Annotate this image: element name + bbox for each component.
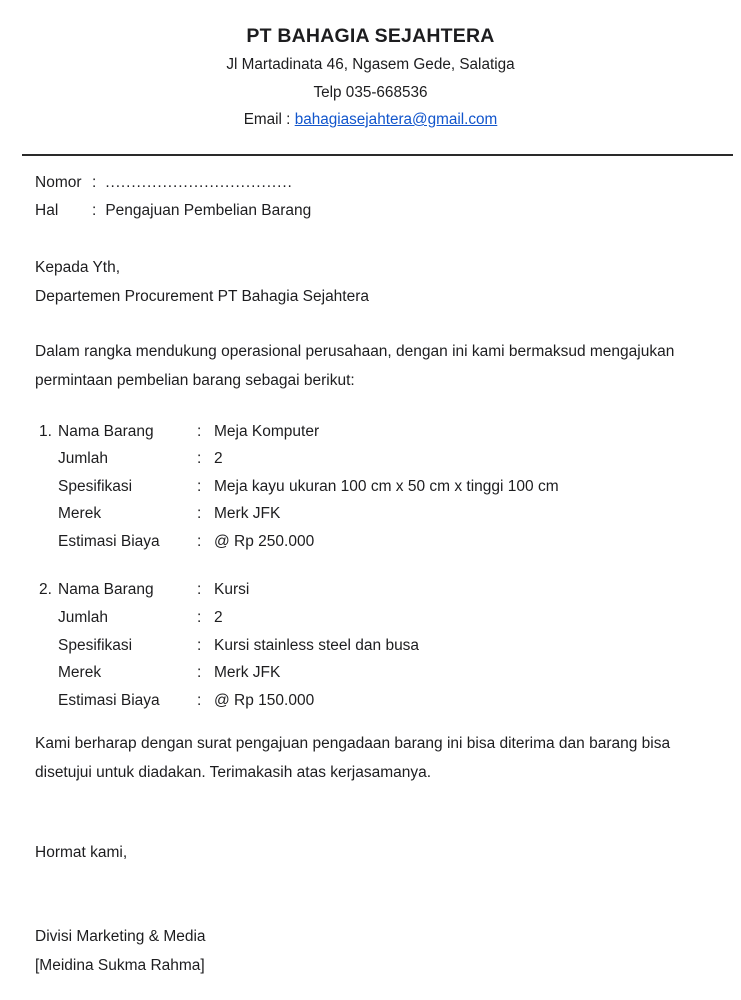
item-row-value: Kursi stainless steel dan busa <box>214 636 420 654</box>
company-email-line <box>35 106 706 134</box>
company-phone: Telp 035-668536 <box>313 83 428 101</box>
item-row-colon: : <box>197 450 202 468</box>
item-row <box>35 576 706 604</box>
nomor-value: .................................... <box>105 173 293 191</box>
item-row-label: Estimasi Biaya <box>58 532 160 550</box>
item-row <box>35 687 706 715</box>
item-row-label: Jumlah <box>58 450 108 468</box>
item-row <box>35 418 706 446</box>
item-row-colon: : <box>197 664 202 682</box>
item-row-colon: : <box>197 609 202 627</box>
item-row-label: Estimasi Biaya <box>58 691 160 709</box>
item-row-colon: : <box>197 691 202 709</box>
signature-salutation: Hormat kami, <box>35 844 128 862</box>
item-row <box>35 473 706 501</box>
signature-division: Divisi Marketing & Media <box>35 928 206 946</box>
item-row-colon: : <box>197 532 202 550</box>
item-row <box>35 604 706 632</box>
item-row <box>35 528 706 556</box>
item-row <box>35 445 706 473</box>
closing-paragraph: Kami berharap dengan surat pengajuan pengadaan barang ini bisa diterima dan barang bisa disetujui untuk diadakan. Terimakasih atas kerjasamanya. <box>35 735 671 782</box>
hal-value: Pengajuan Pembelian Barang <box>105 202 312 219</box>
company-address: Jl Martadinata 46, Ngasem Gede, Salatiga <box>226 56 515 73</box>
recipient-block <box>35 253 706 311</box>
letterhead <box>35 13 706 156</box>
item-row-label: Nama Barang <box>58 581 154 599</box>
item-number: 1. <box>39 422 52 440</box>
item-list <box>35 418 706 715</box>
letter-meta <box>35 169 706 226</box>
item-row-colon: : <box>197 477 202 495</box>
recipient-salutation: Kepada Yth, <box>35 258 121 276</box>
recipient-department: Departemen Procurement PT Bahagia Sejahtera <box>35 287 370 305</box>
item-row-colon: : <box>197 505 202 523</box>
item-row-label: Merek <box>58 505 102 523</box>
item-row-value: Kursi <box>214 581 250 599</box>
item-row-label: Spesifikasi <box>58 477 133 495</box>
item-row-label: Merek <box>58 664 102 682</box>
signature-name: [Meidina Sukma Rahma] <box>35 957 205 975</box>
hal-row <box>35 197 706 226</box>
item-row-value: Meja kayu ukuran 100 cm x 50 cm x tinggi 100 cm <box>214 477 559 495</box>
item-row-colon: : <box>197 581 202 599</box>
nomor-label: Nomor <box>35 173 82 191</box>
item-row-label: Spesifikasi <box>58 636 133 654</box>
item-row-label: Jumlah <box>58 609 108 627</box>
item-row-value: 2 <box>214 450 223 468</box>
item-row-value: @ Rp 250.000 <box>214 532 315 550</box>
item-row-colon: : <box>197 422 202 440</box>
email-link[interactable]: bahagiasejahtera@gmail.com <box>294 111 498 128</box>
intro-paragraph: Dalam rangka mendukung operasional perusahaan, dengan ini kami bermaksud mengajukan permintaan pembelian barang sebagai berikut: <box>35 342 675 389</box>
item-2 <box>35 576 706 714</box>
item-row <box>35 500 706 528</box>
company-name: PT BAHAGIA SEJAHTERA <box>246 25 495 47</box>
hal-colon: : <box>92 202 97 219</box>
item-row <box>35 632 706 660</box>
item-row <box>35 659 706 687</box>
item-row-value: 2 <box>214 609 223 627</box>
item-number: 2. <box>39 581 52 599</box>
item-row-value: @ Rp 150.000 <box>214 691 315 709</box>
item-row-label: Nama Barang <box>58 422 154 440</box>
nomor-colon: : <box>92 173 97 191</box>
item-1 <box>35 418 706 556</box>
item-row-value: Merk JFK <box>214 505 281 523</box>
item-row-value: Meja Komputer <box>214 422 320 440</box>
nomor-row <box>35 169 706 198</box>
hal-label: Hal <box>35 202 59 219</box>
email-label: Email : <box>243 111 291 128</box>
item-row-value: Merk JFK <box>214 664 281 682</box>
letterhead-divider <box>22 154 733 156</box>
item-row-colon: : <box>197 636 202 654</box>
